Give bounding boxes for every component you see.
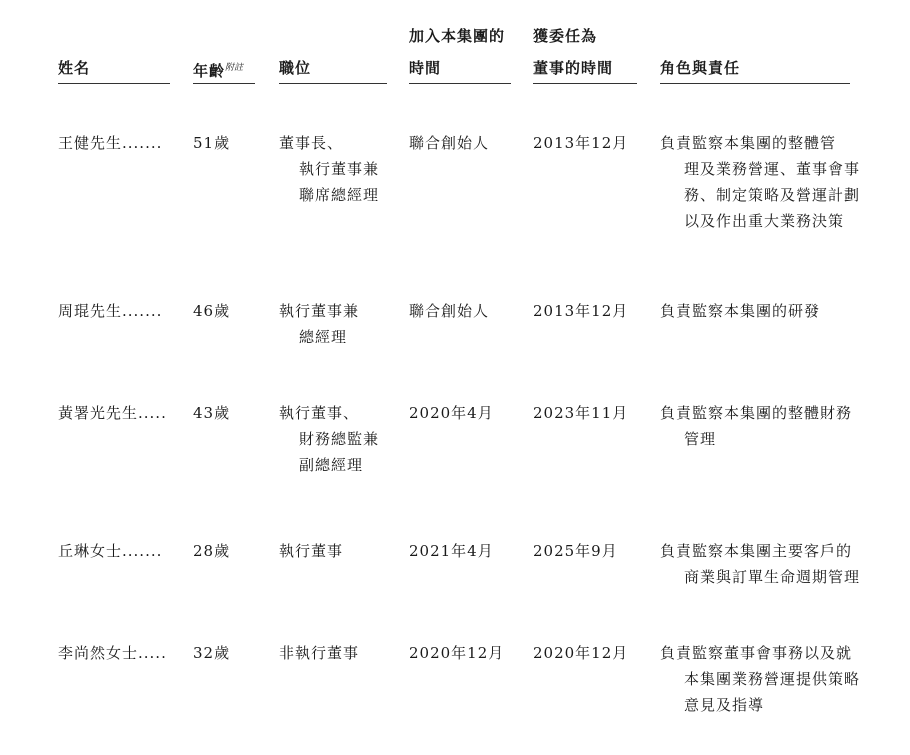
- row4-position-line: 執行董事: [279, 542, 344, 560]
- row1-roles-line: 務、制定策略及營運計劃: [684, 186, 861, 204]
- row1-age: 51歲: [193, 134, 231, 152]
- row2-roles-line: 負責監察本集團的研發: [660, 302, 821, 320]
- row2-position: [279, 298, 359, 350]
- header-joined: [409, 22, 505, 82]
- row4-joined: 2021年4月: [409, 542, 494, 560]
- row1-roles-line: 以及作出重大業務決策: [684, 212, 845, 230]
- row3-age: 43歲: [193, 404, 231, 422]
- row1-position-line: 聯席總經理: [299, 186, 380, 204]
- header-age: [193, 54, 243, 85]
- row3-name: 黃署光先生.....: [58, 404, 167, 422]
- row4-position: [279, 538, 343, 564]
- row5-appointed: 2020年12月: [533, 644, 629, 662]
- header-roles: 角色與責任: [660, 59, 741, 77]
- row5-roles: [660, 640, 860, 718]
- header-name: 姓名: [58, 59, 91, 77]
- header-rule-joined: [409, 83, 511, 84]
- row2-joined: 聯合創始人: [409, 302, 490, 320]
- row4-roles-line: 商業與訂單生命週期管理: [684, 568, 861, 586]
- row1-position-line: 董事長、: [279, 134, 344, 152]
- header-rule-name: [58, 83, 170, 84]
- row3-position-line: 執行董事、: [279, 404, 360, 422]
- row5-joined: 2020年12月: [409, 644, 505, 662]
- row4-age: 28歲: [193, 542, 231, 560]
- row5-age: 32歲: [193, 644, 231, 662]
- header-joined-line1: 加入本集團的: [409, 27, 506, 45]
- row4-roles-line: 負責監察本集團主要客戶的: [660, 542, 853, 560]
- header-rule-position: [279, 83, 387, 84]
- row1-joined: 聯合創始人: [409, 134, 490, 152]
- header-rule-age: [193, 83, 255, 84]
- header-age-note: 附註: [225, 63, 244, 73]
- row3-joined: 2020年4月: [409, 404, 494, 422]
- row1-position: [279, 130, 379, 208]
- row5-position: [279, 640, 359, 666]
- header-rule-roles: [660, 83, 850, 84]
- header-age-label: 年齡: [193, 62, 226, 80]
- row1-position-line: 執行董事兼: [299, 160, 380, 178]
- header-rule-appointed: [533, 83, 637, 84]
- row5-roles-line: 意見及指導: [684, 696, 765, 714]
- header-joined-line2: 時間: [409, 59, 442, 77]
- row2-position-line: 執行董事兼: [279, 302, 360, 320]
- row5-roles-line: 本集團業務營運提供策略: [684, 670, 861, 688]
- row3-roles: [660, 400, 852, 452]
- row4-name: 丘琳女士.......: [58, 542, 163, 560]
- row3-appointed: 2023年11月: [533, 404, 629, 422]
- row3-position-line: 財務總監兼: [299, 430, 380, 448]
- row4-appointed: 2025年9月: [533, 542, 618, 560]
- row2-position-line: 總經理: [299, 328, 348, 346]
- row4-roles: [660, 538, 860, 590]
- row1-roles: [660, 130, 860, 234]
- header-appointed-line1: 獲委任為: [533, 27, 598, 45]
- header-position: 職位: [279, 59, 312, 77]
- row1-roles-line: 理及業務營運、董事會事: [684, 160, 861, 178]
- row3-position: [279, 400, 379, 478]
- row2-appointed: 2013年12月: [533, 302, 629, 320]
- row1-roles-line: 負責監察本集團的整體管: [660, 134, 837, 152]
- row2-roles: [660, 298, 820, 324]
- row5-position-line: 非執行董事: [279, 644, 360, 662]
- row5-name: 李尚然女士.....: [58, 644, 167, 662]
- row3-roles-line: 管理: [684, 430, 717, 448]
- row2-name: 周琨先生.......: [58, 302, 163, 320]
- row1-appointed: 2013年12月: [533, 134, 629, 152]
- row3-roles-line: 負責監察本集團的整體財務: [660, 404, 853, 422]
- row5-roles-line: 負責監察董事會事務以及就: [660, 644, 853, 662]
- row2-age: 46歲: [193, 302, 231, 320]
- row3-position-line: 副總經理: [299, 456, 364, 474]
- row1-name: 王健先生.......: [58, 134, 163, 152]
- header-appointed: [533, 22, 613, 82]
- header-appointed-line2: 董事的時間: [533, 59, 614, 77]
